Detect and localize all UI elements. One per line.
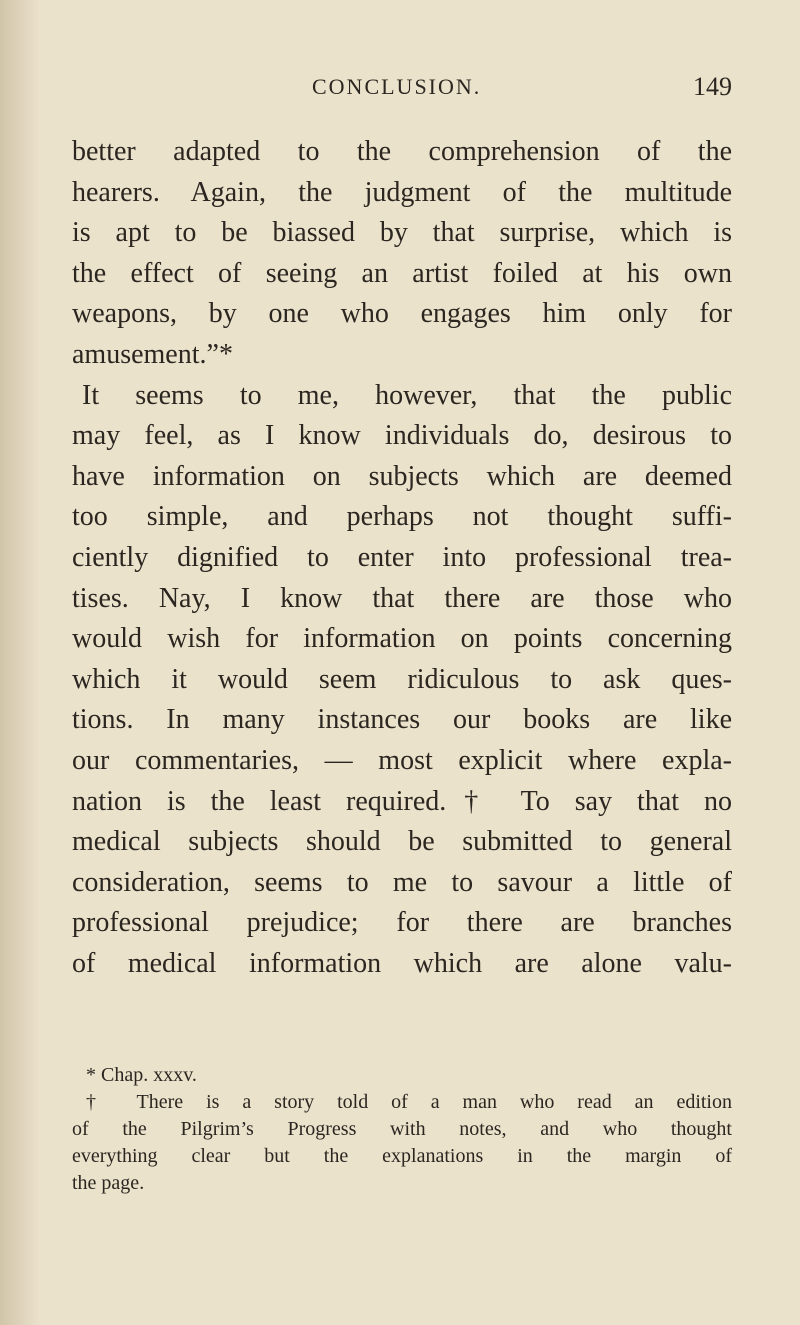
footnote-line: the page. — [72, 1172, 145, 1194]
running-title: CONCLUSION. — [312, 74, 482, 99]
text-line: our commentaries, — most explicit where expla- — [72, 744, 732, 776]
text-line: better adapted to the comprehension of the — [72, 136, 732, 167]
body-text — [72, 132, 732, 984]
text-line: It seems to me, however, that the public — [82, 379, 732, 411]
text-line: amusement.”* — [72, 338, 233, 370]
text-line: nation is the least required.† To say that no — [72, 785, 732, 817]
text-line: consideration, seems to me to savour a little of — [72, 866, 732, 898]
text-line: would wish for information on points concerning — [72, 623, 732, 655]
text-line: tises. Nay, I know that there are those who — [72, 582, 732, 614]
text-line: may feel, as I know individuals do, desirous to — [72, 420, 732, 452]
running-head — [72, 72, 732, 112]
text-line: too simple, and perhaps not thought suffi- — [72, 501, 732, 533]
footnote-line: everything clear but the explanations in the margin of — [72, 1145, 732, 1167]
text-line: ciently dignified to enter into professional trea- — [72, 541, 732, 573]
footnote-line: of the Pilgrim’s Progress with notes, and who thought — [72, 1118, 732, 1140]
text-line: medical subjects should be submitted to general — [72, 826, 732, 858]
text-line: weapons, by one who engages him only for — [72, 298, 732, 330]
footnotes — [72, 1062, 732, 1197]
text-line: professional prejudice; for there are branches — [72, 907, 732, 939]
text-line: which it would seem ridiculous to ask ques- — [72, 663, 732, 695]
text-line: hearers. Again, the judgment of the multitude — [72, 176, 732, 208]
footnote-line: * Chap. xxxv. — [86, 1064, 197, 1086]
page-number: 149 — [693, 72, 732, 101]
text-line: have information on subjects which are deemed — [72, 460, 732, 492]
text-line: is apt to be biassed by that surprise, which is — [72, 217, 732, 249]
text-line: tions. In many instances our books are like — [72, 704, 732, 736]
text-line: of medical information which are alone valu- — [72, 947, 732, 979]
text-line: the effect of seeing an artist foiled at his own — [72, 257, 732, 289]
footnote-line: † There is a story told of a man who read an edition — [86, 1091, 732, 1113]
